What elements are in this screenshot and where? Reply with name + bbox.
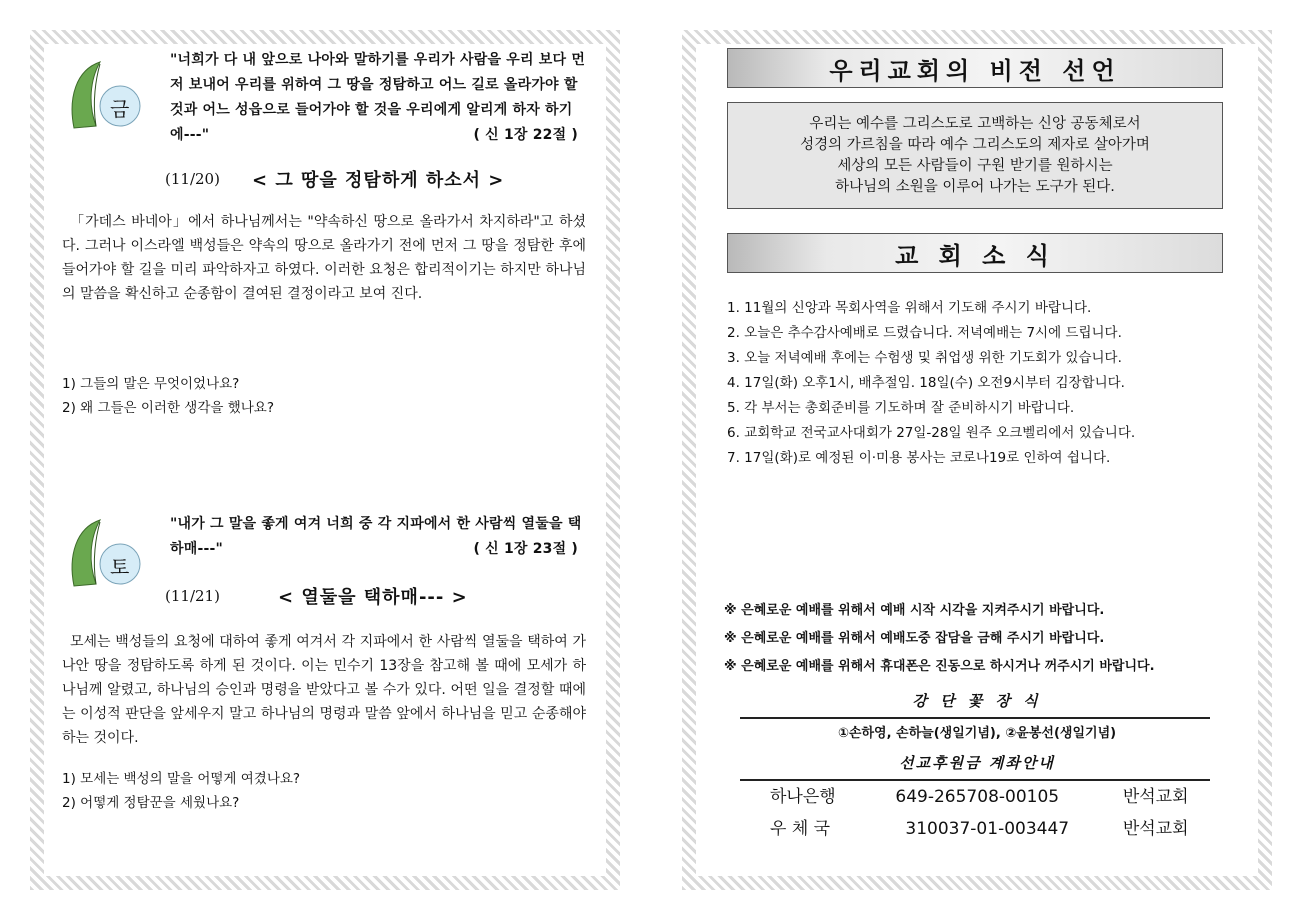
divider	[740, 717, 1210, 719]
news-item: 2. 오늘은 추수감사예배로 드렸습니다. 저녁예배는 7시에 드립니다.	[727, 325, 1122, 341]
divider	[740, 779, 1210, 781]
verse-quote: "내가 그 말을 좋게 여겨 너희 중 각 지파에서 한 사람씩 열둘을 택하매---"	[170, 516, 582, 557]
question-2: 2) 어떻게 정탐꾼을 세웠나요?	[62, 795, 240, 811]
bank-name: 하나은행	[770, 787, 836, 807]
news-item: 7. 17일(화)로 예정된 이·미용 봉사는 코로나19로 인하여 쉽니다.	[727, 450, 1111, 466]
body-paragraph: 모세는 백성들의 요청에 대하여 좋게 여겨서 각 지파에서 한 사람씩 열둘을 택하여 가나안 땅을 정탐하도록 하게 된 것이다. 이는 민수기 13장을 참고해 볼 때에 모세가 하나님께 알렸고, 하나님의 승인과 명령을 받았다고 볼 수가 있다. 어떤 일을 결정할 때에는 이성적 판단을 앞세우지 말고 하나님의 명령과 말씀 앞에서 하나님을 믿고 순종해야 하는 것이다.	[62, 634, 586, 746]
news-banner	[727, 233, 1223, 273]
vision-line: 우리는 예수를 그리스도로 고백하는 신앙 공동체로서	[809, 116, 1141, 132]
verse-reference: ( 신 1장 23절 )	[473, 541, 578, 557]
account-holder: 반석교회	[1122, 787, 1189, 807]
account-title: 선교후원금 계좌안내	[899, 754, 1055, 772]
question-2: 2) 왜 그들은 이러한 생각을 했나요?	[62, 400, 275, 416]
account-number: 310037-01-003447	[905, 819, 1070, 839]
right-page	[682, 30, 1272, 890]
verse-reference: ( 신 1장 22절 )	[473, 127, 578, 143]
notice-item: ※ 은혜로운 예배를 위해서 예배 시작 시각을 지켜주시기 바랍니다.	[724, 603, 1105, 618]
news-title: 교 회 소 식	[895, 241, 1055, 270]
account-row	[770, 814, 1189, 844]
account-number: 649-265708-00105	[895, 787, 1060, 807]
saturday-badge	[66, 516, 146, 596]
account-row	[770, 782, 1189, 812]
vision-line: 하나님의 소원을 이루어 나가는 도구가 된다.	[835, 179, 1115, 195]
leaf-icon	[66, 58, 146, 138]
vision-box	[727, 102, 1223, 209]
flower-title: 강 단 꽃 장 식	[912, 692, 1042, 710]
section-heading: < 열둘을 택하매--- >	[278, 587, 468, 608]
news-item: 1. 11월의 신앙과 목회사역을 위해서 기도해 주시기 바랍니다.	[727, 300, 1092, 316]
bank-name: 우 체 국	[770, 819, 831, 839]
vision-banner	[727, 48, 1223, 88]
verse-quote: "너희가 다 내 앞으로 나아와 말하기를 우리가 사람을 우리 보다 먼저 보내어 우리를 위하여 그 땅을 정탐하고 어느 길로 올라가야 할 것과 어느 성읍으로 들어가야 할 것을 우리에게 알리게 하자 하기에---"	[170, 52, 586, 143]
news-item: 5. 각 부서는 총회준비를 기도하며 잘 준비하시기 바랍니다.	[727, 400, 1075, 416]
day-label: 금	[110, 97, 130, 121]
vision-line: 세상의 모든 사람들이 구원 받기를 원하시는	[837, 158, 1113, 174]
date-label: (11/20)	[165, 170, 220, 188]
news-item: 3. 오늘 저녁예배 후에는 수험생 및 취업생 위한 기도회가 있습니다.	[727, 350, 1122, 366]
question-1: 1) 그들의 말은 무엇이었나요?	[62, 376, 240, 392]
news-item: 4. 17일(화) 오후1시, 배추절임. 18일(수) 오전9시부터 김장합니다.	[727, 375, 1125, 391]
flower-donors: ①손하영, 손하늘(생일기념), ②윤봉선(생일기념)	[837, 726, 1117, 741]
news-item: 6. 교회학교 전국교사대회가 27일-28일 원주 오크벨리에서 있습니다.	[727, 425, 1136, 441]
notice-item: ※ 은혜로운 예배를 위해서 예배도중 잡담을 금해 주시기 바랍니다.	[724, 631, 1105, 646]
notice-item: ※ 은혜로운 예배를 위해서 휴대폰은 진동으로 하시거나 꺼주시기 바랍니다.	[724, 659, 1155, 674]
leaf-icon	[66, 516, 146, 596]
news-list	[727, 296, 1237, 471]
question-1: 1) 모세는 백성의 말을 어떻게 여겼나요?	[62, 771, 301, 787]
account-holder: 반석교회	[1122, 819, 1189, 839]
friday-badge	[66, 58, 146, 138]
notice-list	[724, 597, 1244, 681]
date-label: (11/21)	[165, 587, 220, 605]
left-page	[30, 30, 620, 890]
vision-title: 우리교회의 비전 선언	[829, 56, 1121, 85]
verse-text	[170, 512, 588, 562]
verse-text	[170, 48, 588, 148]
body-paragraph: 「가데스 바네아」에서 하나님께서는 "약속하신 땅으로 올라가서 차지하라"고 하셨다. 그러나 이스라엘 백성들은 약속의 땅으로 올라가기 전에 먼저 그 땅을 정탐한 후에 들어가야 할 길을 미리 파악하자고 하였다. 이러한 요청은 합리적이기는 하지만 하나님의 말씀을 확신하고 순종함이 결여된 결정이라고 보여 진다.	[62, 214, 586, 302]
section-heading: < 그 땅을 정탐하게 하소서 >	[252, 170, 505, 191]
vision-line: 성경의 가르침을 따라 예수 그리스도의 제자로 살아가며	[800, 137, 1150, 153]
day-label: 토	[110, 555, 130, 579]
